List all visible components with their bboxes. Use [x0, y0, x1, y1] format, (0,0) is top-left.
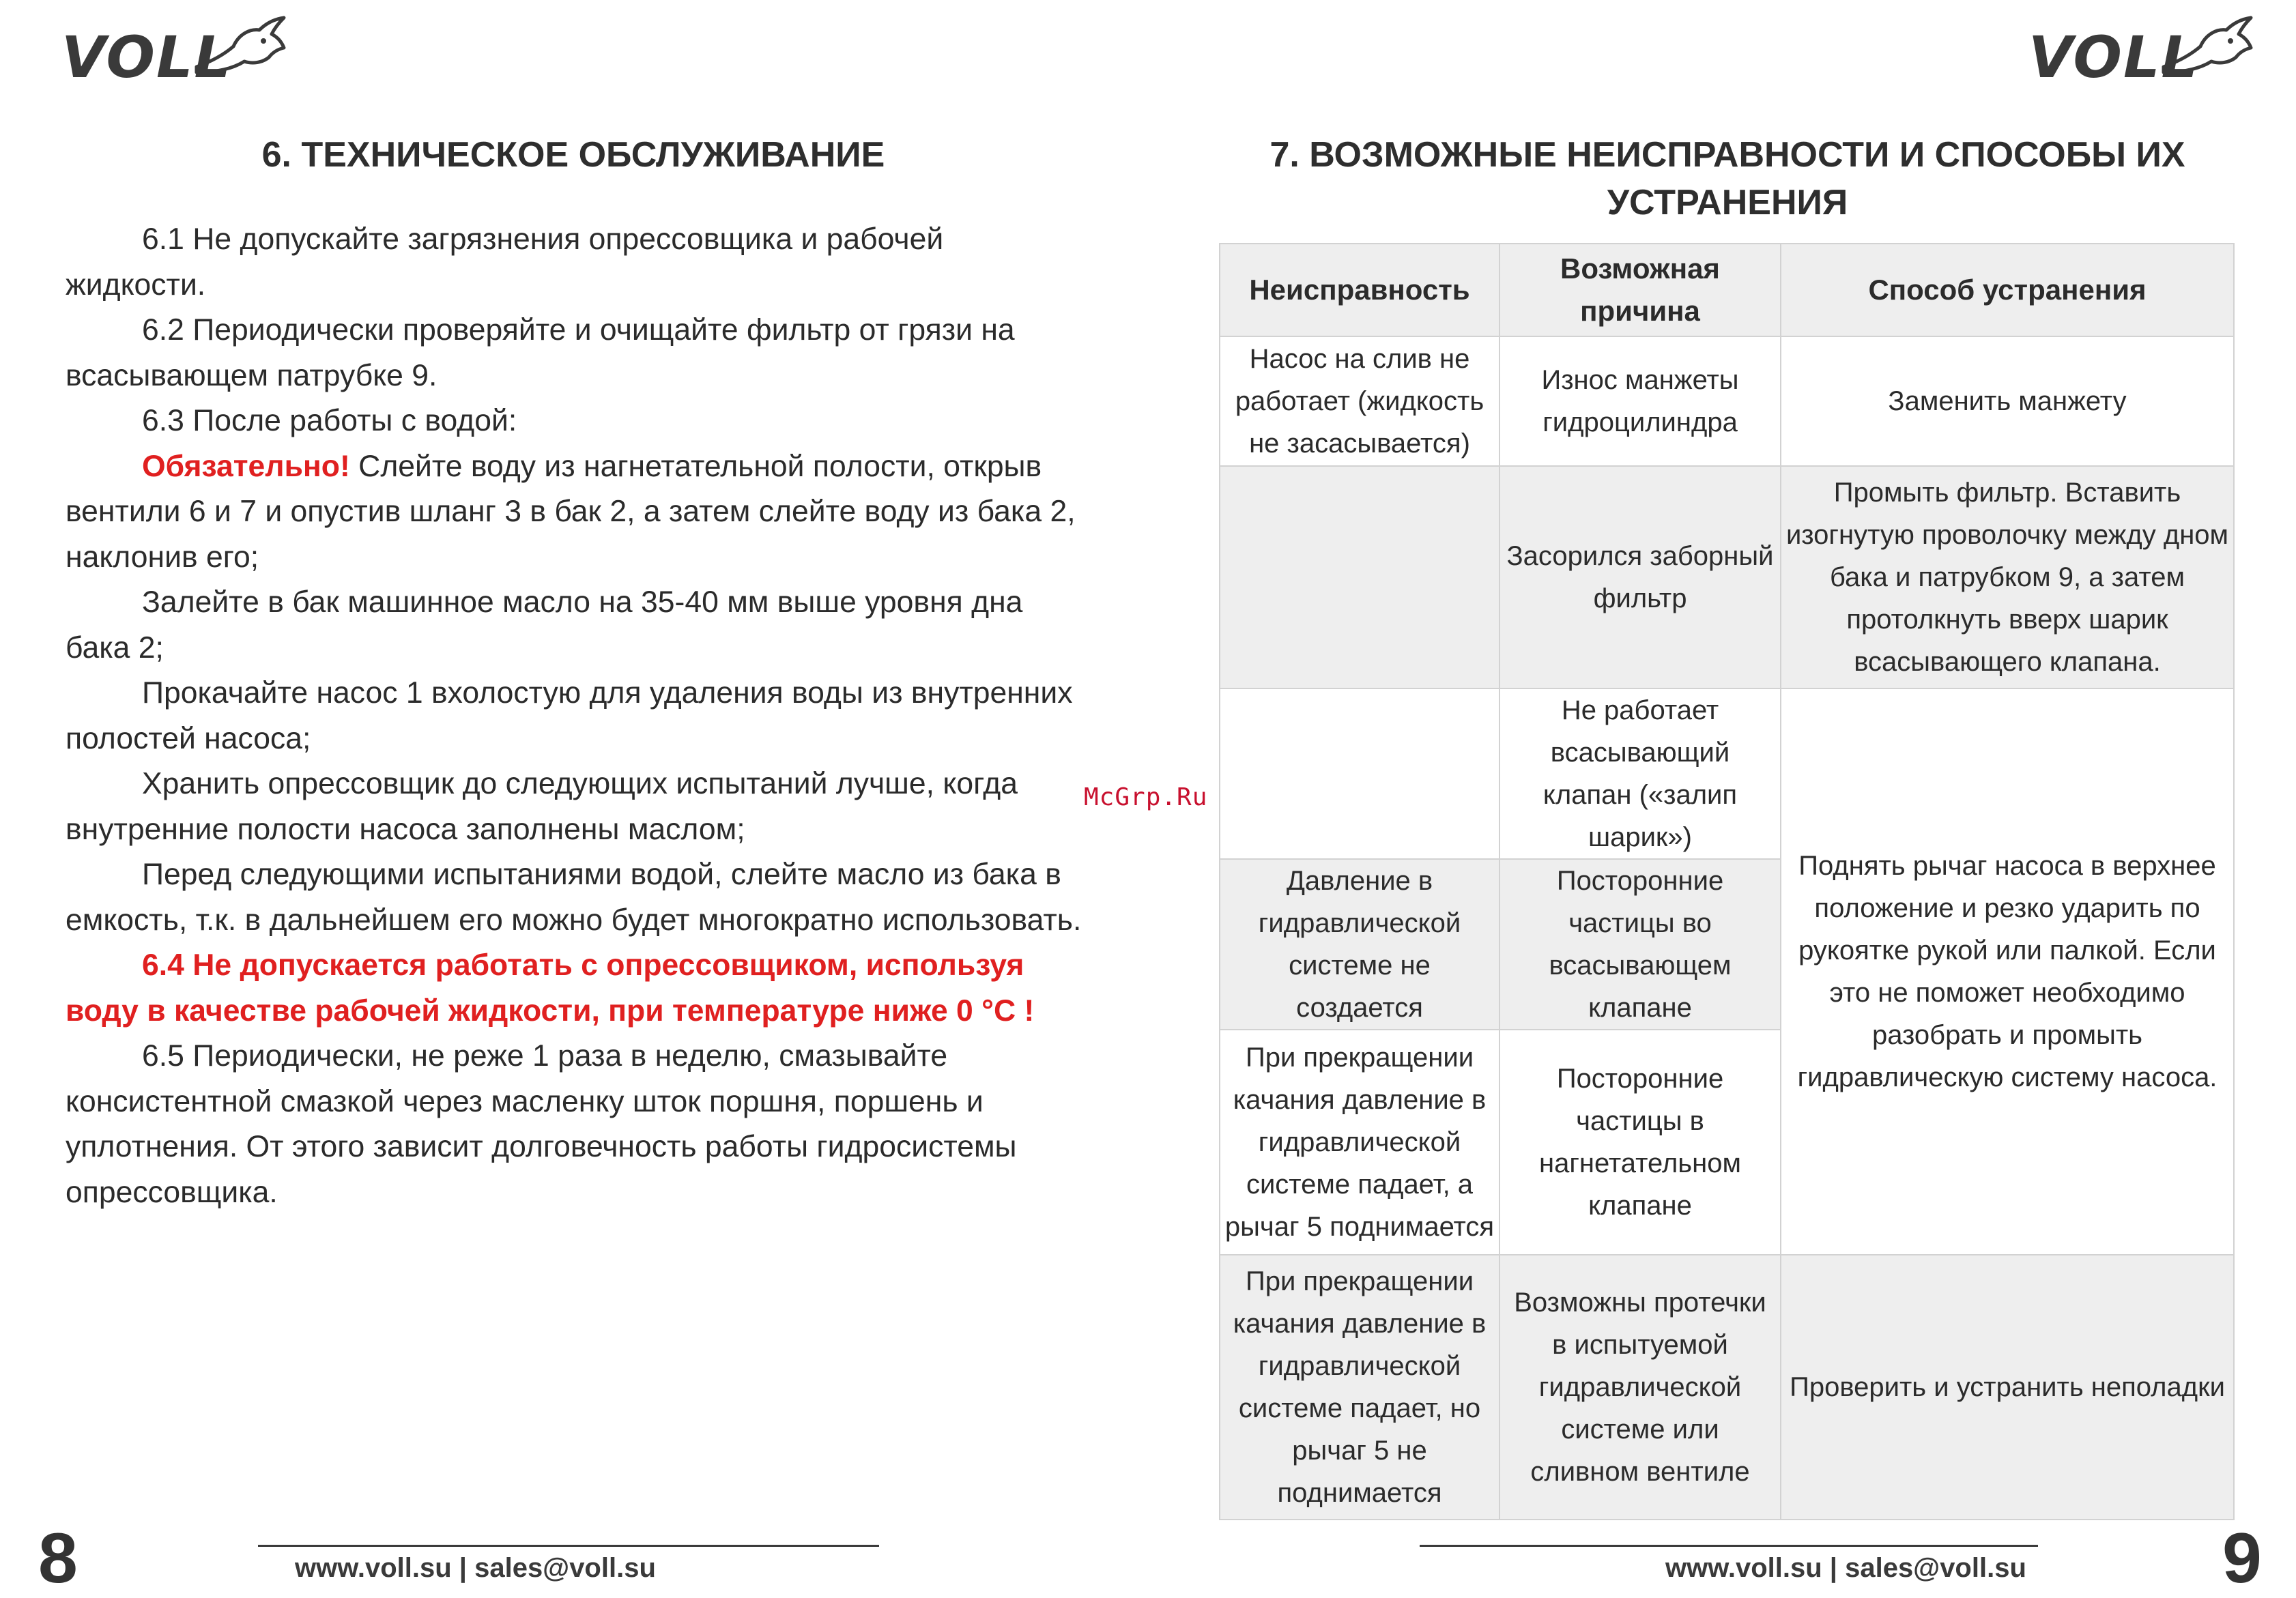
voll-logo-right [2028, 14, 2254, 89]
paragraph-oil-fill: Залейте в бак машинное масло на 35-40 мм выше уровня дна бака 2; [66, 585, 1023, 665]
paragraph-storage: Хранить опрессовщик до следующих испытаний лучше, когда внутренние полости насоса заполнены маслом; [66, 767, 1018, 846]
cell-cause: Засорился заборный фильтр [1499, 466, 1781, 688]
table-row [1220, 1255, 2234, 1520]
section-6-title: 6. ТЕХНИЧЕСКОЕ ОБСЛУЖИВАНИЕ [261, 135, 885, 175]
logo-text: VOLL [2028, 24, 2199, 91]
cell-fault: При прекращении качания давление в гидравлической системе падает, но рычаг 5 не поднимается [1220, 1255, 1499, 1520]
paragraph-pump-idle: Прокачайте насос 1 вхолостую для удаления воды из внутренних полостей насоса; [66, 676, 1073, 755]
cell-cause: Не работает всасывающий клапан («залип шарик») [1499, 688, 1781, 859]
table-row [1220, 688, 2234, 859]
cell-remedy: Заменить манжету [1781, 336, 2234, 466]
cell-fault: Насос на слив не работает (жидкость не засасывается) [1220, 336, 1499, 466]
faults-table [1219, 243, 2235, 1520]
bull-head-icon [191, 14, 293, 89]
footer-contacts-right: www.voll.su | sales@voll.su [1665, 1553, 2026, 1583]
cell-cause: Износ манжеты гидроцилиндра [1499, 336, 1781, 466]
header-cause: Возможная причина [1499, 244, 1781, 336]
paragraph-6-3: 6.3 После работы с водой: [142, 404, 517, 437]
footer-contacts-left: www.voll.su | sales@voll.su [295, 1553, 656, 1583]
paragraph-drain-oil: Перед следующими испытаниями водой, слейте масло из бака в емкость, т.к. в дальнейшем его можно будет многократно использовать. [66, 858, 1082, 937]
paragraph-6-2: 6.2 Периодически проверяйте и очищайте фильтр от грязи на всасывающем патрубке 9. [66, 313, 1015, 392]
cell-cause: Посторонние частицы в нагнетательном клапане [1499, 1030, 1781, 1255]
mandatory-text: Слейте воду из нагнетательной полости, открыв вентили 6 и 7 и опустив шланг 3 в бак 2, а затем слейте воду из бака 2, наклонив его; [66, 449, 1076, 574]
bull-head-icon [2158, 14, 2261, 89]
cell-remedy: Проверить и устранить неполадки [1781, 1255, 2234, 1520]
paragraph-6-1: 6.1 Не допускайте загрязнения опрессовщика и рабочей жидкости. [66, 222, 944, 302]
table-row [1220, 466, 2234, 688]
cell-remedy: Промыть фильтр. Вставить изогнутую проволочку между дном бака и патрубком 9, а затем протолкнуть вверх шарик всасывающего клапана. [1781, 466, 2234, 688]
table-row [1220, 336, 2234, 466]
cell-fault: Давление в гидравлической системе не создается [1220, 859, 1499, 1030]
paragraph-mandatory [66, 444, 1089, 581]
header-fault: Неисправность [1220, 244, 1499, 336]
section-7-title: 7. ВОЗМОЖНЫЕ НЕИСПРАВНОСТИ И СПОСОБЫ ИХ УСТРАНЕНИЯ [1269, 135, 2185, 222]
footer-divider-left [258, 1545, 879, 1547]
voll-logo-left [61, 14, 287, 89]
cell-remedy-merged: Поднять рычаг насоса в верхнее положение и резко ударить по рукоятке рукой или палкой. Если это не поможет необходимо разобрать и промыть гидравлическую систему насоса. [1781, 688, 2234, 1255]
cell-cause: Посторонние частицы во всасывающем клапане [1499, 859, 1781, 1030]
page-number-right: 9 [2222, 1519, 2262, 1598]
cell-cause: Возможны протечки в испытуемой гидравлической системе или сливном вентиле [1499, 1255, 1781, 1520]
paragraph-6-5: 6.5 Периодически, не реже 1 раза в неделю, смазывайте консистентной смазкой через масленку шток поршня, поршень и уплотнения. От этого зависит долговечность работы гидросистемы опрессовщика. [66, 1039, 1017, 1209]
header-remedy: Способ устранения [1781, 244, 2234, 336]
watermark: McGrp.Ru [1084, 783, 1208, 811]
table-header-row [1220, 244, 2234, 336]
footer-divider-right [1420, 1545, 2038, 1547]
page-number-left: 8 [38, 1519, 78, 1598]
paragraph-6-4-warning: 6.4 Не допускается работать с опрессовщиком, используя воду в качестве рабочей жидкости, при температуре ниже 0 °C ! [66, 948, 1035, 1028]
maintenance-text [66, 217, 1089, 1215]
logo-text: VOLL [61, 24, 232, 91]
mandatory-label: Обязательно! [142, 449, 350, 483]
cell-fault [1220, 466, 1499, 688]
cell-fault: При прекращении качания давление в гидравлической системе падает, а рычаг 5 поднимается [1220, 1030, 1499, 1255]
cell-fault [1220, 688, 1499, 859]
